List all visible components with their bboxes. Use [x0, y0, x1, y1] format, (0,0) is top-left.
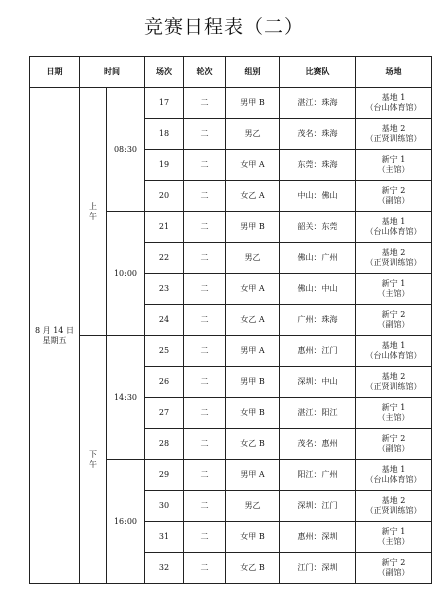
venue-cell — [356, 398, 432, 429]
match-cell: 31 — [145, 522, 184, 553]
table-row — [30, 336, 432, 367]
group-cell: 女甲 B — [226, 522, 280, 553]
venue-hall: （台山体育馆） — [365, 227, 422, 236]
period-cell — [80, 336, 107, 584]
venue-cell — [356, 553, 432, 584]
venue-name: 新宁 1 — [381, 155, 406, 164]
match-cell: 19 — [145, 150, 184, 181]
group-cell: 女乙 B — [226, 553, 280, 584]
teams-cell: 东莞：珠海 — [280, 150, 356, 181]
venue-name: 新宁 1 — [381, 403, 406, 412]
header-venue: 场地 — [356, 57, 432, 88]
match-cell: 32 — [145, 553, 184, 584]
venue-hall: （正贤训练馆） — [365, 134, 422, 143]
teams-cell: 惠州：江门 — [280, 336, 356, 367]
time-slot-cell: 14:30 — [107, 336, 145, 460]
header-row — [30, 57, 432, 88]
venue-name: 基地 2 — [381, 248, 406, 257]
match-cell: 17 — [145, 88, 184, 119]
group-cell: 男乙 — [226, 119, 280, 150]
header-match: 场次 — [145, 57, 184, 88]
match-cell: 28 — [145, 429, 184, 460]
teams-cell: 韶关：东莞 — [280, 212, 356, 243]
venue-cell — [356, 305, 432, 336]
round-cell: 二 — [184, 553, 226, 584]
teams-cell: 茂名：惠州 — [280, 429, 356, 460]
round-cell: 二 — [184, 150, 226, 181]
round-cell: 二 — [184, 429, 226, 460]
round-cell: 二 — [184, 119, 226, 150]
date-cell — [30, 88, 80, 584]
teams-cell: 惠州：深圳 — [280, 522, 356, 553]
round-cell: 二 — [184, 522, 226, 553]
teams-cell: 佛山：广州 — [280, 243, 356, 274]
venue-cell — [356, 212, 432, 243]
teams-cell: 湛江：阳江 — [280, 398, 356, 429]
page-title: 竞赛日程表（二） — [143, 16, 304, 38]
teams-cell: 中山：佛山 — [280, 181, 356, 212]
venue-name: 新宁 1 — [381, 279, 406, 288]
teams-cell: 阳江：广州 — [280, 460, 356, 491]
venue-cell — [356, 336, 432, 367]
venue-cell — [356, 491, 432, 522]
venue-name: 基地 1 — [381, 217, 406, 226]
group-cell: 女乙 B — [226, 429, 280, 460]
group-cell: 男甲 A — [226, 460, 280, 491]
venue-hall: （正贤训练馆） — [365, 506, 422, 515]
date-weekday: 星期五 — [42, 335, 67, 345]
teams-cell: 湛江：珠海 — [280, 88, 356, 119]
venue-name: 基地 2 — [381, 124, 406, 133]
group-cell: 男甲 B — [226, 88, 280, 119]
venue-name: 基地 1 — [381, 465, 406, 474]
round-cell: 二 — [184, 336, 226, 367]
group-cell: 女甲 B — [226, 398, 280, 429]
header-teams: 比赛队 — [280, 57, 356, 88]
header-date: 日期 — [30, 57, 80, 88]
schedule-body — [30, 88, 432, 584]
venue-hall: （副馆） — [377, 444, 410, 453]
venue-hall: （台山体育馆） — [365, 351, 422, 360]
group-cell: 女甲 A — [226, 274, 280, 305]
period-label: 午 — [89, 211, 97, 221]
teams-cell: 佛山：中山 — [280, 274, 356, 305]
venue-name: 新宁 1 — [381, 527, 406, 536]
header-time: 时间 — [80, 57, 145, 88]
venue-hall: （副馆） — [377, 320, 410, 329]
venue-cell — [356, 181, 432, 212]
time-slot-cell: 10:00 — [107, 212, 145, 336]
venue-hall: （副馆） — [377, 196, 410, 205]
venue-name: 新宁 2 — [381, 310, 406, 319]
teams-cell: 深圳：中山 — [280, 367, 356, 398]
group-cell: 男甲 B — [226, 212, 280, 243]
venue-cell — [356, 119, 432, 150]
time-slot-cell: 08:30 — [107, 88, 145, 212]
round-cell: 二 — [184, 460, 226, 491]
round-cell: 二 — [184, 367, 226, 398]
period-label: 午 — [89, 459, 97, 469]
group-cell: 男乙 — [226, 243, 280, 274]
time-slot-cell: 16:00 — [107, 460, 145, 584]
venue-hall: （副馆） — [377, 568, 410, 577]
table-row — [30, 88, 432, 119]
venue-hall: （正贤训练馆） — [365, 258, 422, 267]
venue-hall: （台山体育馆） — [365, 103, 422, 112]
match-cell: 20 — [145, 181, 184, 212]
venue-cell — [356, 88, 432, 119]
venue-hall: （主馆） — [377, 165, 410, 174]
round-cell: 二 — [184, 88, 226, 119]
teams-cell: 广州：珠海 — [280, 305, 356, 336]
venue-name: 基地 2 — [381, 372, 406, 381]
period-cell — [80, 88, 107, 336]
venue-cell — [356, 429, 432, 460]
match-cell: 27 — [145, 398, 184, 429]
group-cell: 男甲 B — [226, 367, 280, 398]
venue-cell — [356, 243, 432, 274]
venue-name: 新宁 2 — [381, 434, 406, 443]
match-cell: 29 — [145, 460, 184, 491]
venue-cell — [356, 150, 432, 181]
round-cell: 二 — [184, 305, 226, 336]
group-cell: 男甲 A — [226, 336, 280, 367]
match-cell: 24 — [145, 305, 184, 336]
match-cell: 22 — [145, 243, 184, 274]
venue-name: 新宁 2 — [381, 186, 406, 195]
round-cell: 二 — [184, 181, 226, 212]
round-cell: 二 — [184, 398, 226, 429]
group-cell: 男乙 — [226, 491, 280, 522]
venue-cell — [356, 367, 432, 398]
match-cell: 30 — [145, 491, 184, 522]
venue-name: 新宁 2 — [381, 558, 406, 567]
teams-cell: 江门：深圳 — [280, 553, 356, 584]
round-cell: 二 — [184, 491, 226, 522]
period-label: 下 — [89, 449, 97, 459]
teams-cell: 茂名：珠海 — [280, 119, 356, 150]
venue-name: 基地 1 — [381, 341, 406, 350]
header-group: 组别 — [226, 57, 280, 88]
group-cell: 女乙 A — [226, 181, 280, 212]
venue-name: 基地 1 — [381, 93, 406, 102]
venue-hall: （主馆） — [377, 413, 410, 422]
round-cell: 二 — [184, 243, 226, 274]
match-cell: 25 — [145, 336, 184, 367]
period-label: 上 — [89, 201, 97, 211]
round-cell: 二 — [184, 212, 226, 243]
teams-cell: 深圳：江门 — [280, 491, 356, 522]
match-cell: 26 — [145, 367, 184, 398]
venue-cell — [356, 274, 432, 305]
venue-cell — [356, 522, 432, 553]
group-cell: 女乙 A — [226, 305, 280, 336]
venue-cell — [356, 460, 432, 491]
group-cell: 女甲 A — [226, 150, 280, 181]
venue-hall: （台山体育馆） — [365, 475, 422, 484]
venue-hall: （主馆） — [377, 289, 410, 298]
venue-name: 基地 2 — [381, 496, 406, 505]
venue-hall: （主馆） — [377, 537, 410, 546]
match-cell: 18 — [145, 119, 184, 150]
round-cell: 二 — [184, 274, 226, 305]
match-cell: 23 — [145, 274, 184, 305]
date-day: 8 月 14 日 — [35, 325, 74, 335]
schedule-table — [29, 56, 432, 584]
header-round: 轮次 — [184, 57, 226, 88]
match-cell: 21 — [145, 212, 184, 243]
venue-hall: （正贤训练馆） — [365, 382, 422, 391]
